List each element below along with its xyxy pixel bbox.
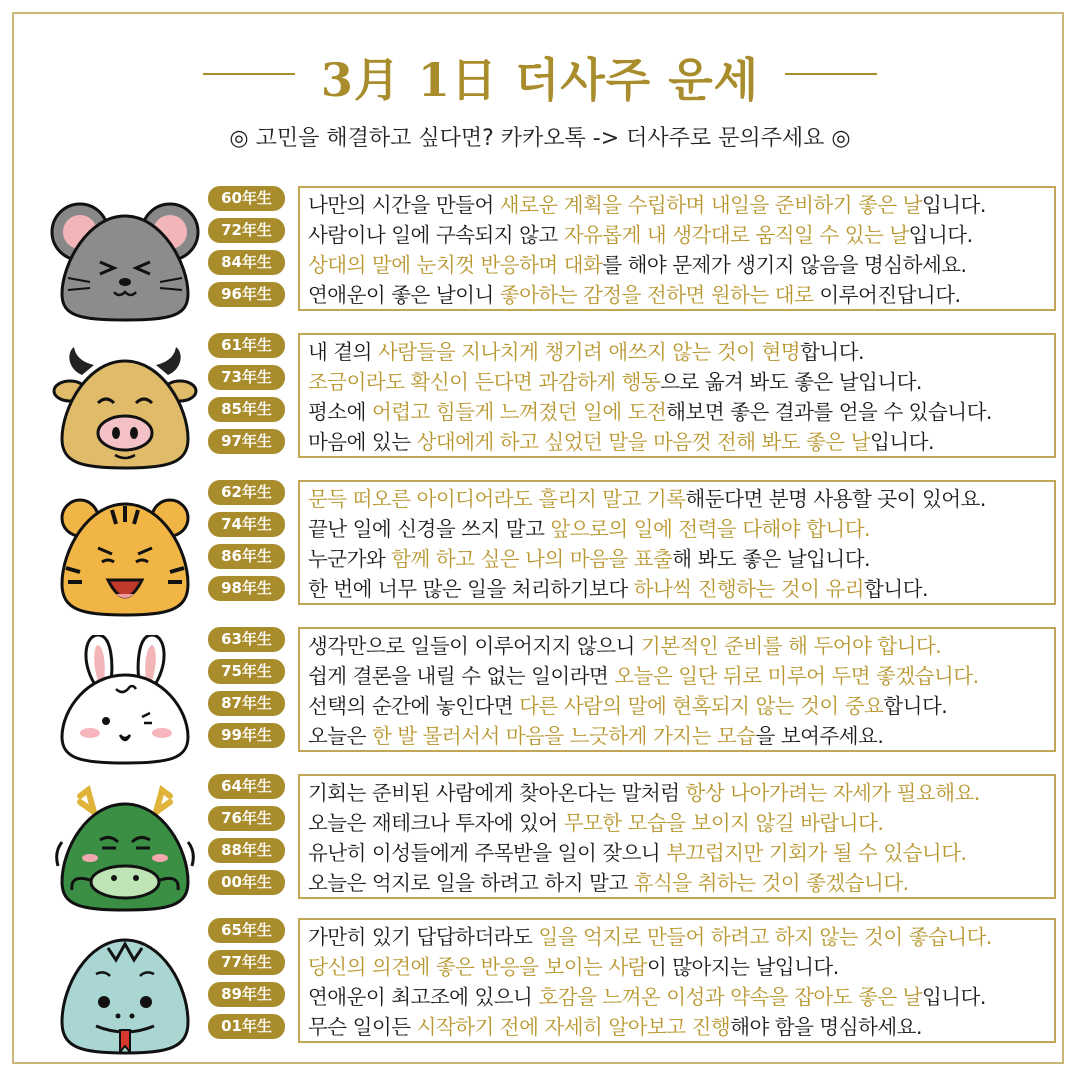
fortune-text-box: [298, 918, 1056, 1043]
rabbit-icon: [50, 635, 200, 765]
year-badge: 00年生: [208, 870, 285, 895]
year-badge: 76年生: [208, 806, 285, 831]
year-badge: 87年生: [208, 691, 285, 716]
fortune-line: 생각만으로 일들이 이루어지지 않으니 기본적인 준비를 해 두어야 합니다.: [308, 634, 942, 658]
birth-years: [208, 480, 288, 608]
birth-years: [208, 918, 288, 1046]
year-badge: 63年生: [208, 627, 285, 652]
fortune-line: 내 곁의 사람들을 지나치게 챙기려 애쓰지 않는 것이 현명합니다.: [308, 340, 865, 364]
fortune-line: 선택의 순간에 놓인다면 다른 사람의 말에 현혹되지 않는 것이 중요합니다.: [308, 694, 948, 718]
fortune-line: 마음에 있는 상대에게 하고 싶었던 말을 마음껏 전해 봐도 좋은 날입니다.: [308, 430, 934, 454]
fortune-line: 당신의 의견에 좋은 반응을 보이는 사람이 많아지는 날입니다.: [308, 955, 839, 979]
rat-icon: [50, 194, 200, 324]
year-badge: 89年生: [208, 982, 285, 1007]
year-badge: 86年生: [208, 544, 285, 569]
year-badge: 77年生: [208, 950, 285, 975]
fortune-line: 끝난 일에 신경을 쓰지 말고 앞으로의 일에 전력을 다해야 합니다.: [308, 517, 871, 541]
fortune-row-rabbit: [0, 627, 1080, 765]
birth-years: [208, 333, 288, 461]
fortune-line: 조금이라도 확신이 든다면 과감하게 행동으로 옮겨 봐도 좋은 날입니다.: [308, 370, 922, 394]
fortune-line: 오늘은 한 발 물러서서 마음을 느긋하게 가지는 모습을 보여주세요.: [308, 724, 884, 748]
fortune-text-box: [298, 774, 1056, 899]
fortune-text-box: [298, 186, 1056, 311]
fortune-line: 나만의 시간을 만들어 새로운 계획을 수립하며 내일을 준비하기 좋은 날입니다.: [308, 193, 986, 217]
year-badge: 60年生: [208, 186, 285, 211]
fortune-line: 연애운이 최고조에 있으니 호감을 느껴온 이성과 약속을 잡아도 좋은 날입니다.: [308, 985, 986, 1009]
birth-years: [208, 627, 288, 755]
fortune-row-ox: [0, 333, 1080, 471]
year-badge: 99年生: [208, 723, 285, 748]
fortune-row-dragon: [0, 774, 1080, 912]
year-badge: 01年生: [208, 1014, 285, 1039]
dragon-icon: [50, 782, 200, 912]
fortune-row-tiger: [0, 480, 1080, 618]
year-badge: 73年生: [208, 365, 285, 390]
fortune-line: 사람이나 일에 구속되지 않고 자유롭게 내 생각대로 움직일 수 있는 날입니다.: [308, 223, 973, 247]
fortune-line: 기회는 준비된 사람에게 찾아온다는 말처럼 항상 나아가려는 자세가 필요해요.: [308, 781, 980, 805]
fortune-line: 평소에 어렵고 힘들게 느껴졌던 일에 도전해보면 좋은 결과를 얻을 수 있습니다.: [308, 400, 992, 424]
fortune-line: 오늘은 억지로 일을 하려고 하지 말고 휴식을 취하는 것이 좋겠습니다.: [308, 871, 909, 895]
fortune-line: 무슨 일이든 시작하기 전에 자세히 알아보고 진행해야 함을 명심하세요.: [308, 1015, 922, 1039]
year-badge: 72年生: [208, 218, 285, 243]
fortune-line: 가만히 있기 답답하더라도 일을 억지로 만들어 하려고 하지 않는 것이 좋습니다.: [308, 925, 992, 949]
fortune-line: 누군가와 함께 하고 싶은 나의 마음을 표출해 봐도 좋은 날입니다.: [308, 547, 871, 571]
year-badge: 62年生: [208, 480, 285, 505]
fortune-text-box: [298, 627, 1056, 752]
fortune-line: 문득 떠오른 아이디어라도 흘리지 말고 기록해둔다면 분명 사용할 곳이 있어요.: [308, 487, 986, 511]
year-badge: 84年生: [208, 250, 285, 275]
year-badge: 64年生: [208, 774, 285, 799]
year-badge: 61年生: [208, 333, 285, 358]
year-badge: 75年生: [208, 659, 285, 684]
year-badge: 97年生: [208, 429, 285, 454]
page-subtitle: ◎ 고민을 해결하고 싶다면? 카카오톡 -> 더사주로 문의주세요 ◎: [229, 126, 851, 151]
fortune-line: 한 번에 너무 많은 일을 처리하기보다 하나씩 진행하는 것이 유리합니다.: [308, 577, 928, 601]
fortune-line: 상대의 말에 눈치껏 반응하며 대화를 해야 문제가 생기지 않음을 명심하세요.: [308, 253, 967, 277]
year-badge: 85年生: [208, 397, 285, 422]
fortune-text-box: [298, 480, 1056, 605]
fortune-text-box: [298, 333, 1056, 458]
tiger-icon: [50, 488, 200, 618]
page-title: 3月 1日 더사주 운세: [320, 53, 760, 107]
birth-years: [208, 186, 288, 314]
ox-icon: [50, 341, 200, 471]
year-badge: 96年生: [208, 282, 285, 307]
year-badge: 74年生: [208, 512, 285, 537]
fortune-row-rat: [0, 186, 1080, 324]
year-badge: 98年生: [208, 576, 285, 601]
fortune-line: 연애운이 좋은 날이니 좋아하는 감정을 전하면 원하는 대로 이루어진답니다.: [308, 283, 961, 307]
year-badge: 65年生: [208, 918, 285, 943]
snake-icon: [50, 926, 200, 1056]
fortune-row-snake: [0, 918, 1080, 1056]
fortune-line: 오늘은 재테크나 투자에 있어 무모한 모습을 보이지 않길 바랍니다.: [308, 811, 884, 835]
fortune-line: 쉽게 결론을 내릴 수 없는 일이라면 오늘은 일단 뒤로 미루어 두면 좋겠습니다.: [308, 664, 979, 688]
birth-years: [208, 774, 288, 902]
year-badge: 88年生: [208, 838, 285, 863]
fortune-line: 유난히 이성들에게 주목받을 일이 잦으니 부끄럽지만 기회가 될 수 있습니다.: [308, 841, 967, 865]
